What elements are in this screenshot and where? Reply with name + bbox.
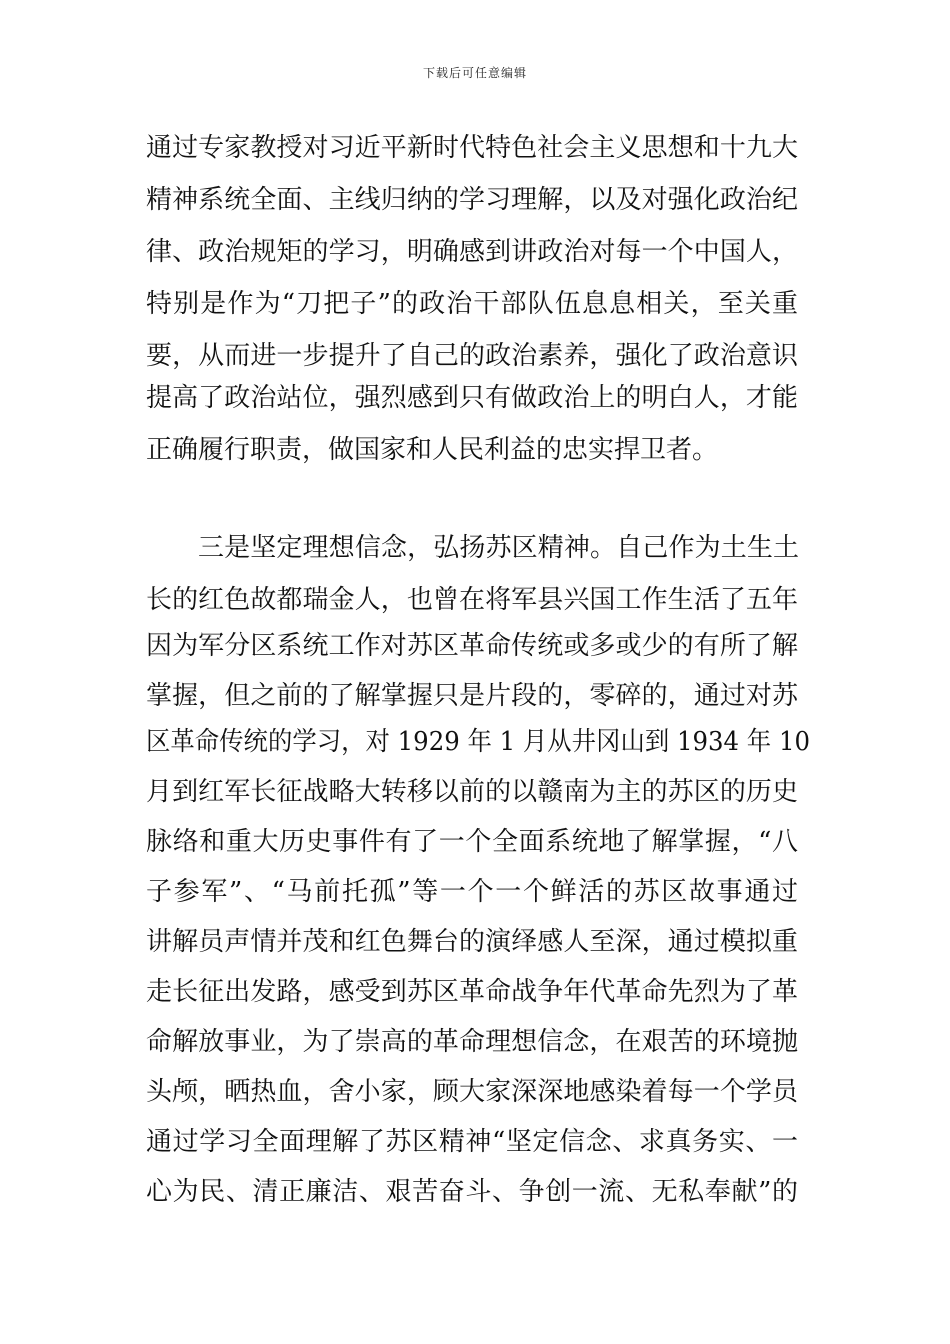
paragraph-2-line-6: 月到红军长征战略大转移以前的以赣南为主的苏区的历史 bbox=[146, 777, 799, 807]
paragraph-2-line-2: 长的红色故都瑞金人，也曾在将军县兴国工作生活了五年 bbox=[146, 585, 799, 615]
paragraph-2-line-3: 因为军分区系统工作对苏区革命传统或多或少的有所了解 bbox=[146, 631, 799, 661]
paragraph-1-line-4: 特别是作为“刀把子”的政治干部队伍息息相关，至关重 bbox=[146, 289, 800, 319]
paragraph-2-line-9: 讲解员声情并茂和红色舞台的演绎感人至深，通过模拟重 bbox=[146, 927, 799, 957]
paragraph-1-line-5: 要，从而进一步提升了自己的政治素养，强化了政治意识 bbox=[146, 341, 799, 371]
paragraph-2-line-14: 心为民、清正廉洁、艰苦奋斗、争创一流、无私奉献”的 bbox=[146, 1177, 799, 1207]
paragraph-2-line-1: 三是坚定理想信念，弘扬苏区精神。自己作为土生土 bbox=[198, 533, 800, 563]
paragraph-2-line-11: 命解放事业，为了崇高的革命理想信念，在艰苦的环境抛 bbox=[146, 1027, 799, 1057]
paragraph-2-line-10: 走长征出发路，感受到苏区革命战争年代革命先烈为了革 bbox=[146, 977, 799, 1007]
paragraph-1-line-3: 律、政治规矩的学习，明确感到讲政治对每一个中国人， bbox=[146, 237, 799, 267]
paragraph-2-line-4: 掌握，但之前的了解掌握只是片段的，零碎的，通过对苏 bbox=[146, 681, 799, 711]
paragraph-2-line-7: 脉络和重大历史事件有了一个全面系统地了解掌握，“八 bbox=[146, 827, 799, 857]
paragraph-2-line-8: 子参军”、“马前托孤”等一个一个鲜活的苏区故事通过 bbox=[146, 877, 800, 907]
paragraph-1-line-1: 通过专家教授对习近平新时代特色社会主义思想和十九大 bbox=[146, 133, 799, 163]
paragraph-2-line-5: 区革命传统的学习，对 1929 年 1 月从井冈山到 1934 年 10 bbox=[146, 727, 810, 757]
header-note: 下载后可任意编辑 bbox=[422, 66, 527, 80]
paragraph-1-line-7: 正确履行职责，做国家和人民利益的忠实捍卫者。 bbox=[146, 435, 719, 465]
paragraph-2-line-12: 头颅，晒热血，舍小家，顾大家深深地感染着每一个学员 bbox=[146, 1077, 799, 1107]
paragraph-2-line-13: 通过学习全面理解了苏区精神“坚定信念、求真务实、一 bbox=[146, 1127, 799, 1157]
paragraph-1-line-6: 提高了政治站位，强烈感到只有做政治上的明白人，才能 bbox=[146, 383, 799, 413]
paragraph-1-line-2: 精神系统全面、主线归纳的学习理解，以及对强化政治纪 bbox=[146, 185, 799, 215]
